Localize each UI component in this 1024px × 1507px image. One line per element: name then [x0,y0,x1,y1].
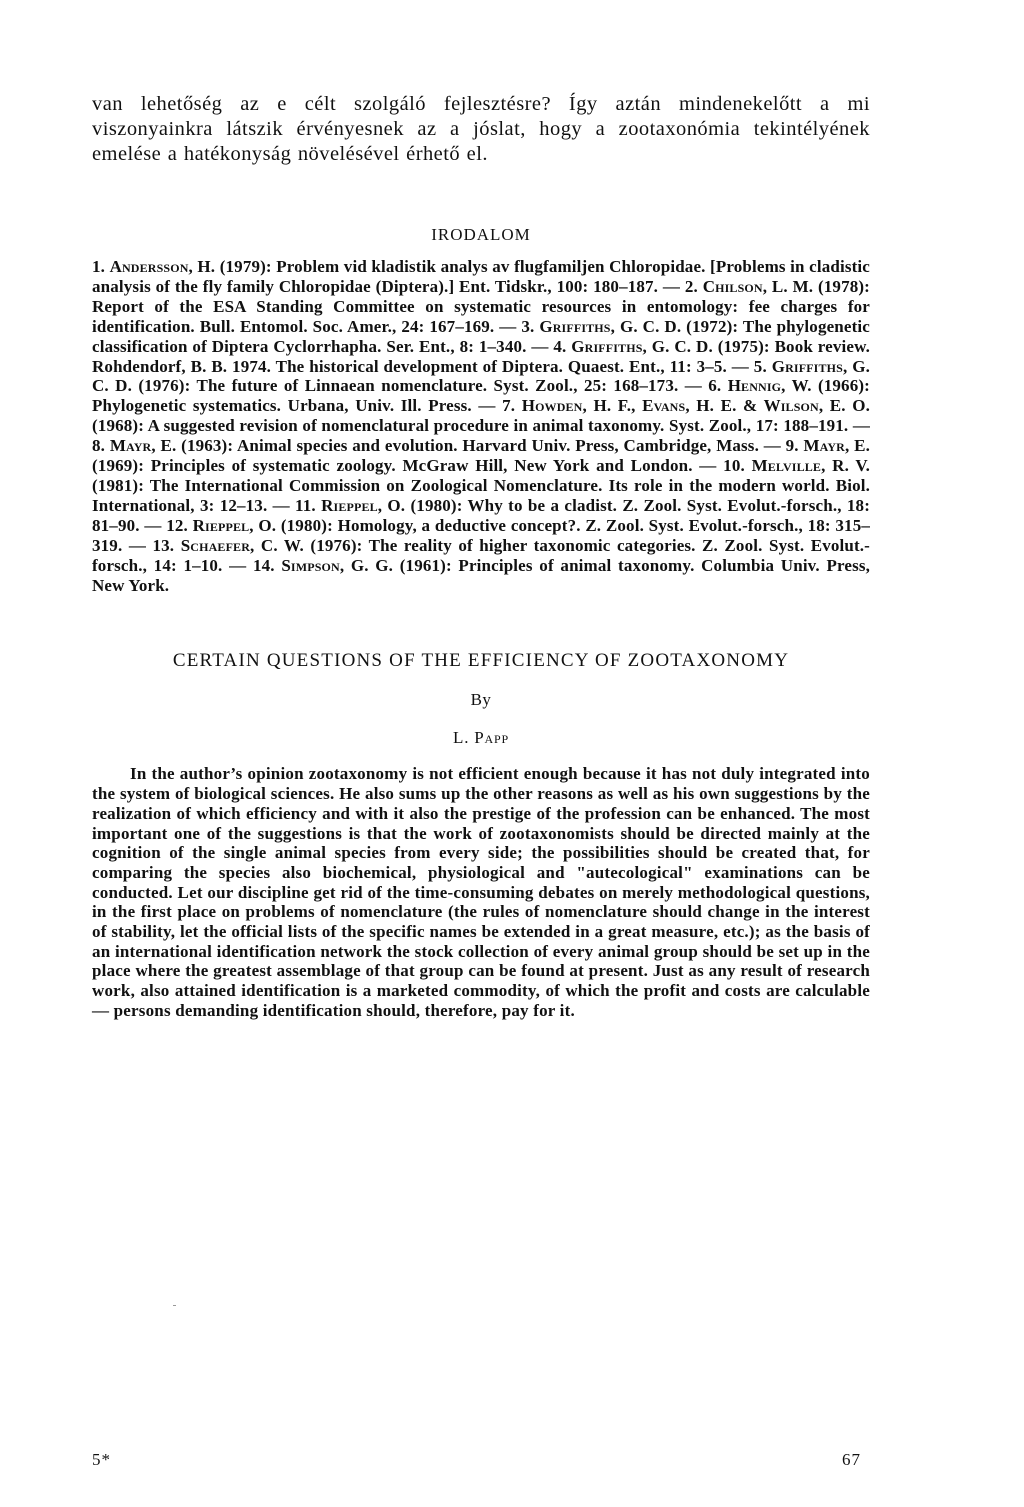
reference-text: (1966): Phylogenetic systematics. Urbana, Univ. Ill. Press. — [92,376,870,416]
reference-text: (1979): Problem vid kladistik analys av flugfamiljen Chloropidae. [Problems in cladistic analysis of the fly family Chloropidae (Diptera).] Ent. Tidskr., 100: 180–187. — [92,257,870,296]
reference-number: 6. [708,376,722,396]
reference-author: Rieppel, O. [321,495,406,515]
page-body [92,92,870,1021]
reference-author: Griffiths, G. C. D. [539,316,682,336]
intro-paragraph: van lehetőség az e célt szolgáló fejlesztésre? Így aztán mindenekelőtt a mi viszonyainkra látszik érvényesnek az a jóslat, hogy a zootaxonómia tekintélyének emelése a hatékonyság növelésével érhető el. [92,93,870,165]
reference-text: (1972): The phylogenetic classification of Diptera Cyclorrhapha. Ser. Ent., 8: 1–340. — [92,316,870,356]
reference-text: (1961): Principles of animal taxonomy. Columbia Univ. Press, New York. [92,555,871,595]
reference-author: Rieppel, O. [192,515,277,535]
reference-number: 9. [785,436,799,456]
page-number: 67 [842,1450,861,1469]
references-list [92,257,870,595]
reference-text: (1975): Book review. Rohdendorf, B. B. 1974. The historical development of Diptera. Quaest. Ent., 11: 3–5. — [92,336,870,376]
reference-author: Howden, H. F., Evans, H. E. & Wilson, E. O. [521,396,871,416]
byline: By [470,690,492,710]
reference-number: 4. [553,336,567,356]
reference-number: 3. [521,316,535,336]
reference-number: 2. [684,276,698,296]
reference-text: (1976): The reality of higher taxonomic categories. Z. Zool. Syst. Evolut.-forsch., 14: 1–10. — [92,535,870,575]
reference-number: 11. [295,495,316,515]
reference-author: Andersson, H. [109,257,216,276]
reference-number: 5. [753,356,767,376]
reference-text: (1969): Principles of systematic zoology. McGraw Hill, New York and London. — [92,456,717,476]
reference-author: Hennig, W. [727,376,812,396]
reference-number: 7. [502,396,516,416]
reference-text: (1980): Homology, a deductive concept?. Z. Zool. Syst. Evolut.-forsch., 18: 315–319. — [92,515,870,555]
summary-title: CERTAIN QUESTIONS OF THE EFFICIENCY OF ZOOTAXONOMY [172,650,790,672]
reference-author: Schaefer, C. W. [180,535,304,555]
scan-speck [173,1305,176,1306]
abstract-paragraph: In the author’s opinion zootaxonomy is not efficient enough because it has not duly integrated into the system of biological sciences. He also sums up the other reasons as well as his own suggestions by the realization of which efficiency and with it also the prestige of the profession can be enhanced. The most important one of the suggestions is that the work of zootaxonomists should be directed mainly at the cognition of the single animal species from every side; the possibilities should be created that, for comparing the species also biochemical, physiological and "autecological" examinations can be conducted. Let our discipline get rid of the time-consuming debates on merely methodological questions, in the first place on problems of nomenclature (the rules of nomenclature should change in the interest of stability, let the official lists of the specific names be extended in a great measure, etc.); as the basis of an international identification network the stock collection of every animal group should be set up in the place where the greatest assemblage of that group can be found at present. Just as any result of research work, also attained identification is a marketed commodity, of which the profit and costs are calculable — persons demanding identification should, therefore, pay for it. [92,764,870,1020]
reference-text: (1963): Animal species and evolution. Harvard Univ. Press, Cambridge, Mass. — [176,436,781,456]
reference-number: 13. [152,535,175,555]
reference-text: (1980): Why to be a cladist. Z. Zool. Syst. Evolut.-forsch., 18: 81–90. — [92,495,871,535]
reference-author: Simpson, G. G. [281,555,394,575]
reference-text: (1968): A suggested revision of nomenclatural procedure in animal taxonomy. Syst. Zool., 17: 188–191. — [92,416,870,436]
author-name: L. Papp [453,728,509,748]
reference-number: 12. [166,515,188,535]
reference-author: Chilson, L. M. [702,276,814,296]
reference-author: Melville, R. V. [751,456,871,476]
reference-item [92,436,781,455]
reference-text: (1981): The International Commission on Zoological Nomenclature. Its role in the modern world. Biol. International, 3: 12–13. — [92,475,870,515]
reference-number: 8. [92,436,106,456]
reference-author: Mayr, E. [803,436,871,456]
reference-text: (1976): The future of Linnaean nomenclature. Syst. Zool., 25: 168–173. — [132,376,702,396]
reference-author: Griffiths, G. C. D. [571,336,713,356]
reference-number: 1. [92,257,106,276]
references-heading: IRODALOM [431,225,531,244]
reference-author: Mayr, E. [109,436,177,456]
reference-number: 14. [252,555,275,575]
signature-mark: 5* [92,1450,111,1469]
reference-text: (1978): Report of the ESA Standing Committee on systematic resources in entomology: fee charges for identification. Bull. Entomol. Soc. Amer., 24: 167–169. — [92,276,870,336]
reference-author: Griffiths, G. C. D. [92,356,870,396]
reference-number: 10. [723,456,745,476]
